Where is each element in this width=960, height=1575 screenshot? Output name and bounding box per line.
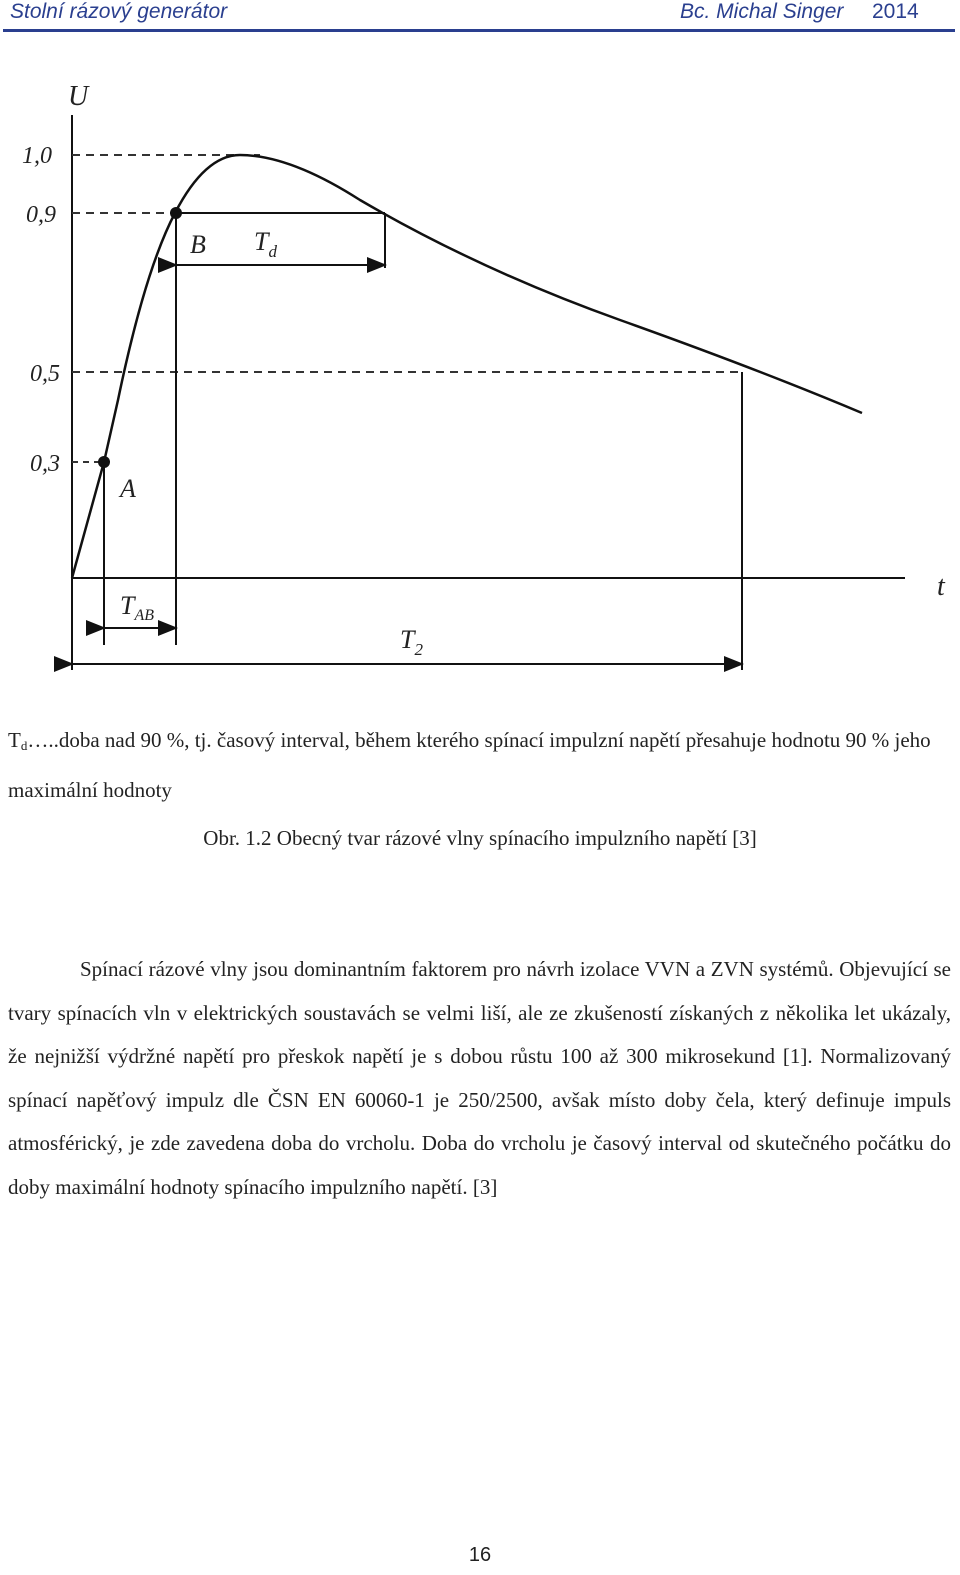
point-b-label: B bbox=[190, 230, 206, 259]
paragraph: Spínací rázové vlny jsou dominantním faktorem pro návrh izolace VVN a ZVN systémů. Objevující se tvary spínacích vln v elektrických soustavách se velmi liší, ale ze zkušeností získaných z několika let ukázaly, že nejnižší výdržné napětí pro přeskok napětí je s dobou růstu 100 až 300 mikrosekund [1]. Normalizovaný spínací napěťový impulz dle ČSN EN 60060-1 je 250/2500, avšak místo doby čela, který definuje impuls atmosférický, je zde zavedena doba do vrcholu. Doba do vrcholu je časový interval od skutečného počátku do doby maximální hodnoty spínacího impulzního napětí. [3] bbox=[8, 957, 951, 1199]
y-axis-label: U bbox=[68, 81, 89, 112]
page-number: 16 bbox=[468, 1544, 492, 1566]
body-text bbox=[8, 948, 951, 1209]
tab-label: $T_{AB}$ bbox=[120, 591, 155, 624]
tick-1-0: 1,0 bbox=[22, 143, 52, 169]
tick-0-9: 0,9 bbox=[26, 202, 56, 228]
point-a-marker bbox=[98, 456, 110, 468]
note-symbol: T bbox=[8, 728, 21, 752]
header-year: 2014 bbox=[872, 0, 919, 23]
figure-caption: Obr. 1.2 Obecný tvar rázové vlny spínacího impulzního napětí [3] bbox=[203, 826, 757, 850]
note-text: …..doba nad 90 %, tj. časový interval, během kterého spínací impulzní napětí přesahuje hodnotu 90 % jeho maximální hodnoty bbox=[8, 728, 931, 802]
waveform-figure bbox=[0, 60, 960, 680]
td-definition bbox=[8, 718, 953, 812]
point-b-marker bbox=[170, 207, 182, 219]
header-title: Stolní rázový generátor bbox=[10, 0, 228, 23]
note-symbol-sub: d bbox=[20, 738, 28, 753]
point-a-label: A bbox=[120, 474, 136, 503]
tick-0-5: 0,5 bbox=[30, 361, 60, 387]
header-author: Bc. Michal Singer bbox=[680, 0, 844, 23]
header-rule bbox=[3, 29, 955, 32]
t2-label: $T_2$ bbox=[400, 625, 423, 659]
waveform-curve bbox=[72, 155, 862, 578]
td-label: $T_d$ bbox=[254, 227, 277, 261]
page-header bbox=[0, 0, 960, 34]
x-axis-label: t bbox=[937, 571, 945, 602]
tick-0-3: 0,3 bbox=[30, 451, 60, 477]
